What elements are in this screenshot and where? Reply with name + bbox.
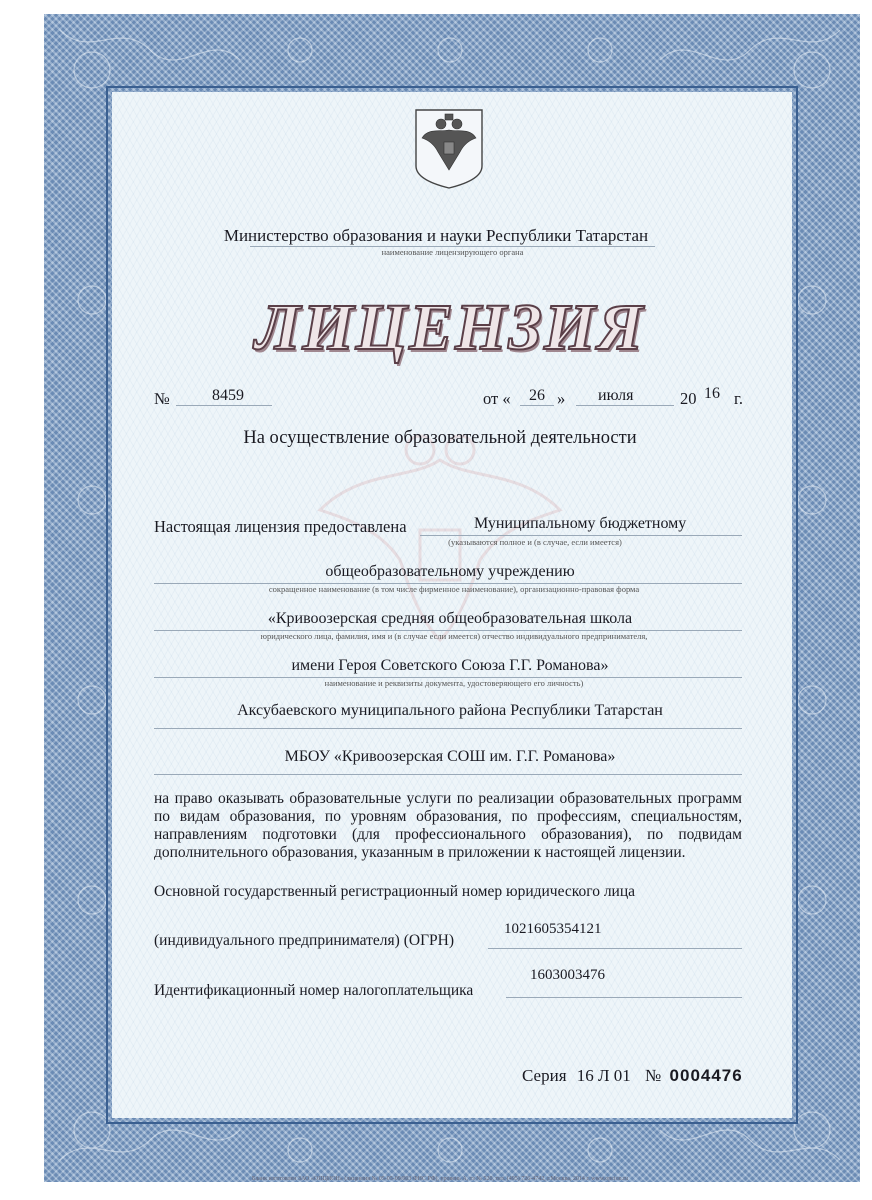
year-label: г. bbox=[734, 389, 744, 408]
number-label: № bbox=[154, 389, 170, 408]
series-number: 0004476 bbox=[669, 1066, 743, 1085]
divider bbox=[154, 728, 742, 729]
series-number-label: № bbox=[645, 1066, 662, 1085]
grantee-line: «Кривоозерская средняя общеобразовательная школа bbox=[267, 610, 633, 627]
rights-paragraph: на право оказывать образовательные услуги по реализации образовательных программ по видам образования, по уровням образования, по профессиям, специальностям, направлениям подготовки (для профессионального образования), по подвидам дополнительного образования, указанным в приложении к настоящей лицензии. bbox=[154, 790, 742, 861]
divider bbox=[176, 405, 272, 406]
ogrn-label-line2: (индивидуального предпринимателя) (ОГРН) bbox=[154, 932, 455, 949]
printer-note: Бланк изготовлен ЗАО «ОПЦИОН» (лицензия № 05-05-09/003 ФНС РФ), уровень А, тз № 520, тел. (495) 726-4742, г.Москва, 2014 г. www.opcion.ru bbox=[251, 1176, 629, 1182]
issuing-authority: Министерство образования и науки Республики Татарстан bbox=[223, 226, 649, 245]
divider bbox=[154, 774, 742, 775]
field-caption: юридического лица, фамилия, имя и (в случае если имеется) отчество индивидуального предпринимателя, bbox=[260, 631, 648, 641]
divider bbox=[488, 948, 742, 949]
blank-series bbox=[522, 1066, 743, 1086]
grantee-line: имени Героя Советского Союза Г.Г. Романова» bbox=[291, 657, 609, 674]
grantee-short-name: МБОУ «Кривоозерская СОШ им. Г.Г. Романова» bbox=[284, 748, 616, 765]
field-caption: наименование и реквизиты документа, удостоверяющего его личность) bbox=[324, 678, 584, 688]
ogrn-label-line1: Основной государственный регистрационный номер юридического лица bbox=[154, 883, 636, 900]
grantee-line: Аксубаевского муниципального района Республики Татарстан bbox=[237, 702, 663, 719]
series-code: 16 Л 01 bbox=[576, 1066, 631, 1085]
grantee-intro: Настоящая лицензия предоставлена bbox=[154, 517, 407, 536]
license-purpose: На осуществление образовательной деятельности bbox=[243, 428, 637, 448]
series-label: Серия bbox=[522, 1066, 567, 1085]
ogrn-value: 1021605354121 bbox=[504, 921, 602, 937]
field-caption: (указываются полное и (в случае, если имеется) bbox=[448, 537, 622, 547]
field-caption: сокращенное наименование (в том числе фирменное наименование), организационно-правовая форма bbox=[268, 584, 640, 594]
coat-of-arms-icon bbox=[414, 108, 484, 190]
divider bbox=[420, 535, 742, 536]
license-day: 26 bbox=[529, 387, 545, 404]
year-prefix: 20 bbox=[680, 389, 697, 408]
divider bbox=[520, 405, 554, 406]
divider bbox=[576, 405, 674, 406]
grantee-line: Муниципальному бюджетному bbox=[474, 515, 687, 532]
license-number: 8459 bbox=[212, 387, 244, 404]
divider bbox=[506, 997, 742, 998]
license-year: 16 bbox=[704, 385, 720, 402]
inn-value: 1603003476 bbox=[530, 967, 605, 983]
inn-label: Идентификационный номер налогоплательщика bbox=[154, 982, 474, 999]
date-quote-close: » bbox=[557, 389, 566, 408]
document-title: ЛИЦЕНЗИЯ bbox=[255, 291, 645, 364]
issuer-caption: наименование лицензирующего органа bbox=[381, 247, 524, 257]
grantee-line: общеобразовательному учреждению bbox=[325, 563, 575, 580]
date-prefix: от « bbox=[483, 389, 511, 408]
license-month: июля bbox=[598, 387, 634, 404]
